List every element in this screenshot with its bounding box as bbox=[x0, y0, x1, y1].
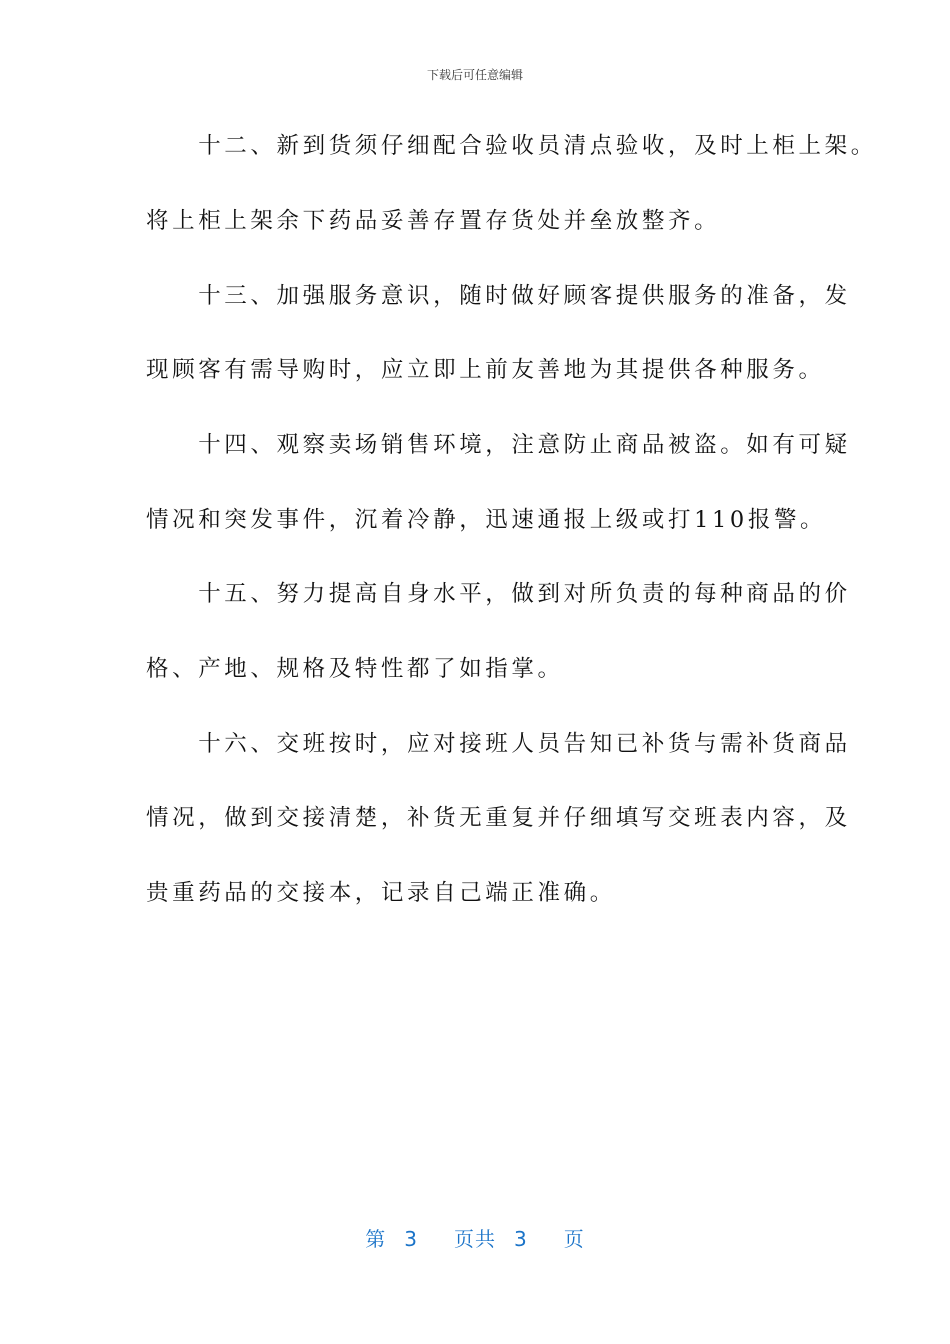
paragraph-line: 十五、努力提高自身水平，做到对所负责的每种商品的价 bbox=[146, 581, 851, 607]
total-pages-number: 3 bbox=[514, 1227, 528, 1251]
page-footer bbox=[0, 1226, 950, 1252]
paragraph-line: 将上柜上架余下药品妥善存置存货处并垒放整齐。 bbox=[146, 208, 721, 234]
page-header: 下载后可任意编辑 bbox=[426, 68, 523, 82]
paragraph-line: 贵重药品的交接本，记录自己端正准确。 bbox=[146, 880, 616, 906]
paragraph-line: 十二、新到货须仔细配合验收员清点验收，及时上柜上架。 bbox=[146, 133, 877, 159]
current-page-number: 3 bbox=[404, 1227, 418, 1251]
footer-suffix: 页 bbox=[563, 1227, 585, 1251]
paragraph-line: 现顾客有需导购时，应立即上前友善地为其提供各种服务。 bbox=[146, 357, 825, 383]
paragraph-line: 情况，做到交接清楚，补货无重复并仔细填写交班表内容，及 bbox=[146, 805, 851, 831]
paragraph-line: 十四、观察卖场销售环境，注意防止商品被盗。如有可疑 bbox=[146, 432, 851, 458]
footer-mid: 页共 bbox=[454, 1227, 496, 1251]
paragraph-line: 十六、交班按时，应对接班人员告知已补货与需补货商品 bbox=[146, 731, 851, 757]
paragraph-line: 格、产地、规格及特性都了如指掌。 bbox=[146, 656, 564, 682]
footer-prefix: 第 bbox=[365, 1227, 387, 1251]
paragraph-line: 十三、加强服务意识，随时做好顾客提供服务的准备，发 bbox=[146, 283, 851, 309]
paragraph-line: 情况和突发事件，沉着冷静，迅速通报上级或打110报警。 bbox=[146, 507, 827, 533]
